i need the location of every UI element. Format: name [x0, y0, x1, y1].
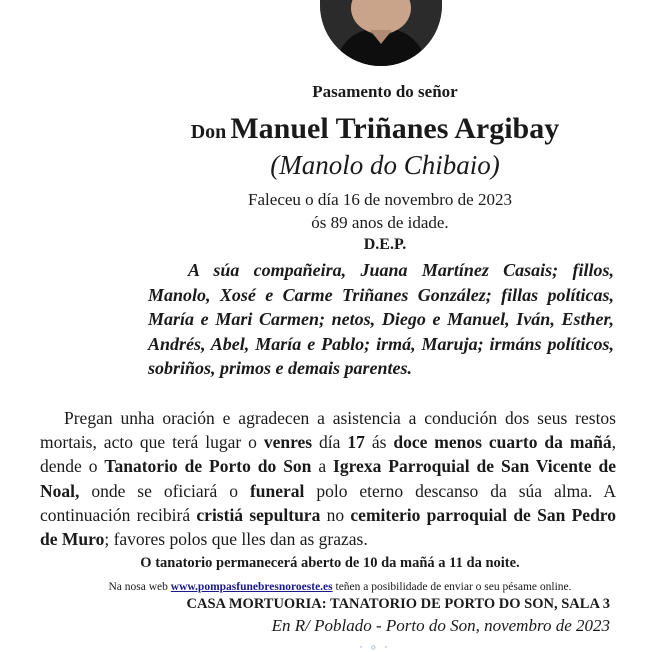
funeral-text-part: a: [311, 456, 334, 477]
funeral-text-part: onde se oficiará o: [79, 480, 250, 501]
portrait-image: [320, 0, 442, 66]
death-date: Faleceu o día 16 de novembro de 2023: [248, 190, 512, 209]
web-note-pre: Na nosa web: [108, 581, 171, 593]
tanatorio-hours: O tanatorio permanecerá aberto de 10 da mañá a 11 da noite.: [140, 555, 520, 571]
deceased-name: Manuel Triñanes Argibay: [230, 112, 560, 145]
funeral-text-part: Pregan unha oración e agradecen a asistencia a condución dos seus restos mortais, acto que terá lugar o: [40, 408, 616, 453]
funeral-day: venres: [263, 432, 313, 453]
funeral-text-part: no: [320, 504, 351, 525]
deceased-nickname: (Manolo do Chibaio): [270, 150, 500, 180]
deceased-name-line: [0, 112, 650, 146]
funeral-church: Igrexa Parroquial de San Vicente de Noal,: [40, 456, 616, 501]
funeral-origin: Tanatorio de Porto do Son: [104, 456, 312, 477]
funeral-date: 17: [347, 432, 365, 453]
funeral-text-part: , dende o: [40, 432, 617, 477]
funeral-service: funeral: [249, 480, 305, 501]
web-note-post: teñen a posibilidade de enviar o seu pésame online.: [332, 581, 572, 593]
name-prefix: Don: [190, 121, 227, 143]
funeral-text: [40, 406, 616, 551]
footer-logo-mark: · ○ ·: [359, 642, 391, 652]
family-text: A súa compañeira, Juana Martínez Casais; fillos, Manolo, Xosé e Carme Triñanes González; fillas políticas, María e Mari Carmen; netos, Diego e Manuel, Iván, Esther, Andrés, Abel, María e Pablo; irmá, Maruja; irmáns políticos, sobriños, primos e demais parentes.: [148, 260, 614, 378]
web-note: [40, 581, 620, 593]
website-link[interactable]: www.pompasfunebresnoroeste.es: [170, 581, 333, 593]
burial: cristiá sepultura: [196, 504, 321, 525]
cemetery: cemiterio parroquial de San Pedro de Muro: [40, 504, 616, 550]
funeral-text-part: ás: [364, 432, 394, 453]
funeral-text-part: polo eterno descanso da súa alma. A continuación recibirá: [40, 480, 616, 525]
funeral-text-part: día: [312, 432, 348, 453]
death-info: [0, 188, 650, 234]
place-date: En R/ Poblado - Porto do Son, novembro de 2023: [271, 616, 610, 635]
dep-label: D.E.P.: [363, 236, 407, 253]
death-age: ós 89 anos de idade.: [311, 213, 449, 232]
deceased-photo: [320, 0, 442, 66]
casa-mortuoria: CASA MORTUORIA: TANATORIO DE PORTO DO SON, SALA 3: [186, 596, 610, 612]
funeral-time: doce menos cuarto da mañá: [393, 432, 612, 453]
heading: Pasamento do señor: [312, 82, 458, 101]
funeral-text-part: ; favores polos que lles dan as grazas.: [104, 529, 368, 550]
